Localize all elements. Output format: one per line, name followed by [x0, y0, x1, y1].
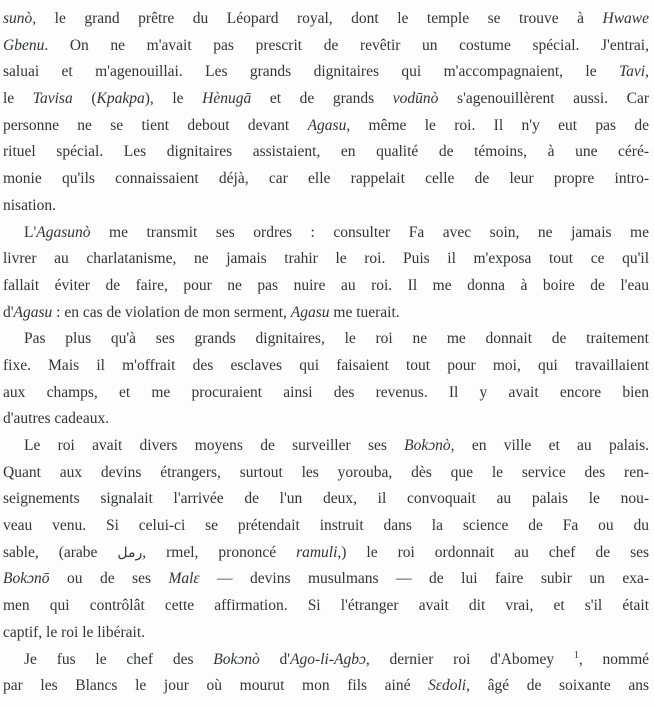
text-run: ( — [72, 90, 97, 108]
text-run: le — [3, 90, 33, 108]
text-run: livrer au charlatanisme, ne jamais trahir le roi. Puis il m'exposa tout ce qu'il — [3, 250, 649, 268]
text-line — [3, 353, 649, 380]
text-line — [3, 433, 649, 460]
text-line — [3, 113, 649, 140]
italic-term: Bokɔnō — [3, 570, 50, 588]
text-run: . On ne m'avait pas prescrit de revêtir un costume spécial. J'entrai, — [44, 36, 649, 54]
text-run: me tuerait. — [329, 303, 400, 321]
text-run: , nommé — [578, 650, 649, 668]
italic-term: Kpakpa — [96, 90, 145, 108]
text-run: sable, (arabe — [3, 543, 118, 561]
text-run: fallait éviter de faire, pour ne pas nuire au roi. Il me donna à boire de l'eau — [3, 276, 649, 294]
paragraph — [3, 433, 649, 647]
text-line — [3, 380, 649, 407]
paragraph — [3, 6, 649, 220]
text-run: , même le roi. Il n'y eut pas de — [346, 116, 649, 134]
italic-term: Sɛdoli — [428, 677, 467, 695]
text-line — [3, 86, 649, 113]
text-run: L' — [24, 223, 37, 241]
italic-term: Agasunò — [36, 223, 91, 241]
text-line — [3, 273, 649, 300]
text-run: , en ville et au palais. — [450, 437, 649, 454]
text-line — [3, 460, 649, 487]
text-run: rituel spécial. Les dignitaires assistaient, en qualité de témoins, à une céré- — [3, 143, 649, 161]
text-run: , rmel, prononcé — [142, 543, 297, 561]
italic-term: vodūnò — [392, 90, 439, 108]
text-line — [3, 59, 649, 86]
text-run: d' — [259, 650, 291, 668]
paragraph — [3, 220, 649, 327]
text-run: nisation. — [3, 196, 56, 214]
text-run: par les Blancs le jour où mourut mon fils ainé — [3, 677, 429, 695]
paragraph — [3, 647, 649, 700]
text-run: Pas plus qu'à ses grands dignitaires, le roi ne me donnait de traitement — [24, 330, 649, 348]
italic-term: Tavisa — [32, 90, 73, 108]
text-run: — devins musulmans — de lui faire subir un exa- — [199, 570, 649, 588]
text-line — [3, 220, 649, 247]
footnote-marker: 1 — [573, 649, 579, 661]
text-line — [3, 6, 649, 33]
italic-term: Hènugā — [202, 90, 252, 108]
text-run: veau venu. Si celui-ci se prétendait instruit dans la science de Fa ou du — [3, 517, 649, 535]
italic-term: Agasu — [290, 303, 330, 321]
arabic-word: رمل — [117, 544, 143, 561]
text-run: , âgé de soixante ans — [466, 677, 649, 695]
text-line — [3, 139, 649, 166]
italic-term: sunò — [3, 10, 33, 27]
text-run: ), le — [144, 90, 203, 108]
italic-term: Agasu — [307, 116, 347, 134]
italic-term: Bokɔnò — [213, 650, 260, 668]
text-run: me transmit ses ordres : consulter Fa avec soin, ne jamais me — [90, 223, 649, 241]
italic-term: Ago-li-Agbɔ — [290, 650, 366, 668]
text-run: aux champs, et me procuraient ainsi des revenus. Il y avait encore bien — [3, 383, 649, 401]
text-run: men qui contrôlât cette affirmation. Si l'étranger avait dit vrai, et s'il était — [3, 597, 649, 615]
text-run: : en cas de violation de mon serment, — [52, 303, 291, 321]
text-line — [3, 540, 649, 567]
text-line — [3, 566, 649, 593]
text-line — [3, 620, 649, 647]
text-run: captif, le roi le libérait. — [3, 623, 146, 641]
text-run: , — [645, 63, 649, 81]
text-run: monie qu'ils connaissaient déjà, car elle rappelait celle de leur propre intro- — [3, 170, 649, 188]
text-line — [3, 513, 649, 540]
italic-term: Bokɔnò — [404, 437, 451, 454]
text-run: , dernier roi d'Abomey — [365, 650, 574, 668]
text-run: saluai et m'agenouillai. Les grands dignitaires qui m'accompagnaient, le — [3, 63, 619, 81]
text-line — [3, 486, 649, 513]
text-line — [3, 326, 649, 353]
text-run: d'autres cadeaux. — [3, 410, 110, 428]
text-run: d' — [3, 303, 14, 321]
italic-term: Hwawe — [602, 10, 649, 27]
text-run: seignements signalait l'arrivée de l'un deux, il convoquait au palais le nou- — [3, 490, 649, 508]
text-run: s'agenouillèrent aussi. Car — [438, 90, 649, 108]
text-line — [3, 193, 649, 220]
text-line — [3, 593, 649, 620]
text-run: ou de ses — [49, 570, 169, 588]
text-run: personne ne se tient debout devant — [3, 116, 308, 134]
text-line — [3, 300, 649, 327]
text-line — [3, 33, 649, 60]
text-line — [3, 406, 649, 433]
italic-term: Tavi — [618, 63, 646, 81]
text-run: Quant aux devins étrangers, surtout les yorouba, dès que le service des ren- — [3, 463, 649, 481]
page-text — [3, 6, 649, 700]
italic-term: Agasu — [13, 303, 53, 321]
text-run: Le roi avait divers moyens de surveiller ses — [24, 437, 405, 454]
text-line — [3, 166, 649, 193]
text-run: , le grand prêtre du Léopard royal, dont le temple se trouve à — [32, 10, 603, 27]
text-run: et de grands — [251, 90, 393, 108]
italic-term: Malɛ — [168, 570, 200, 588]
text-run: Je fus le chef des — [24, 650, 214, 668]
text-run: ,) le roi ordonnait au chef de ses — [337, 543, 649, 561]
text-run: fixe. Mais il m'offrait des esclaves qui faisaient tout pour moi, qui travaillaient — [3, 356, 649, 374]
text-line — [3, 647, 649, 674]
italic-term: ramuli — [296, 543, 338, 561]
text-line — [3, 246, 649, 273]
text-line — [3, 673, 649, 700]
paragraph — [3, 326, 649, 433]
italic-term: Gbenu — [3, 36, 45, 54]
